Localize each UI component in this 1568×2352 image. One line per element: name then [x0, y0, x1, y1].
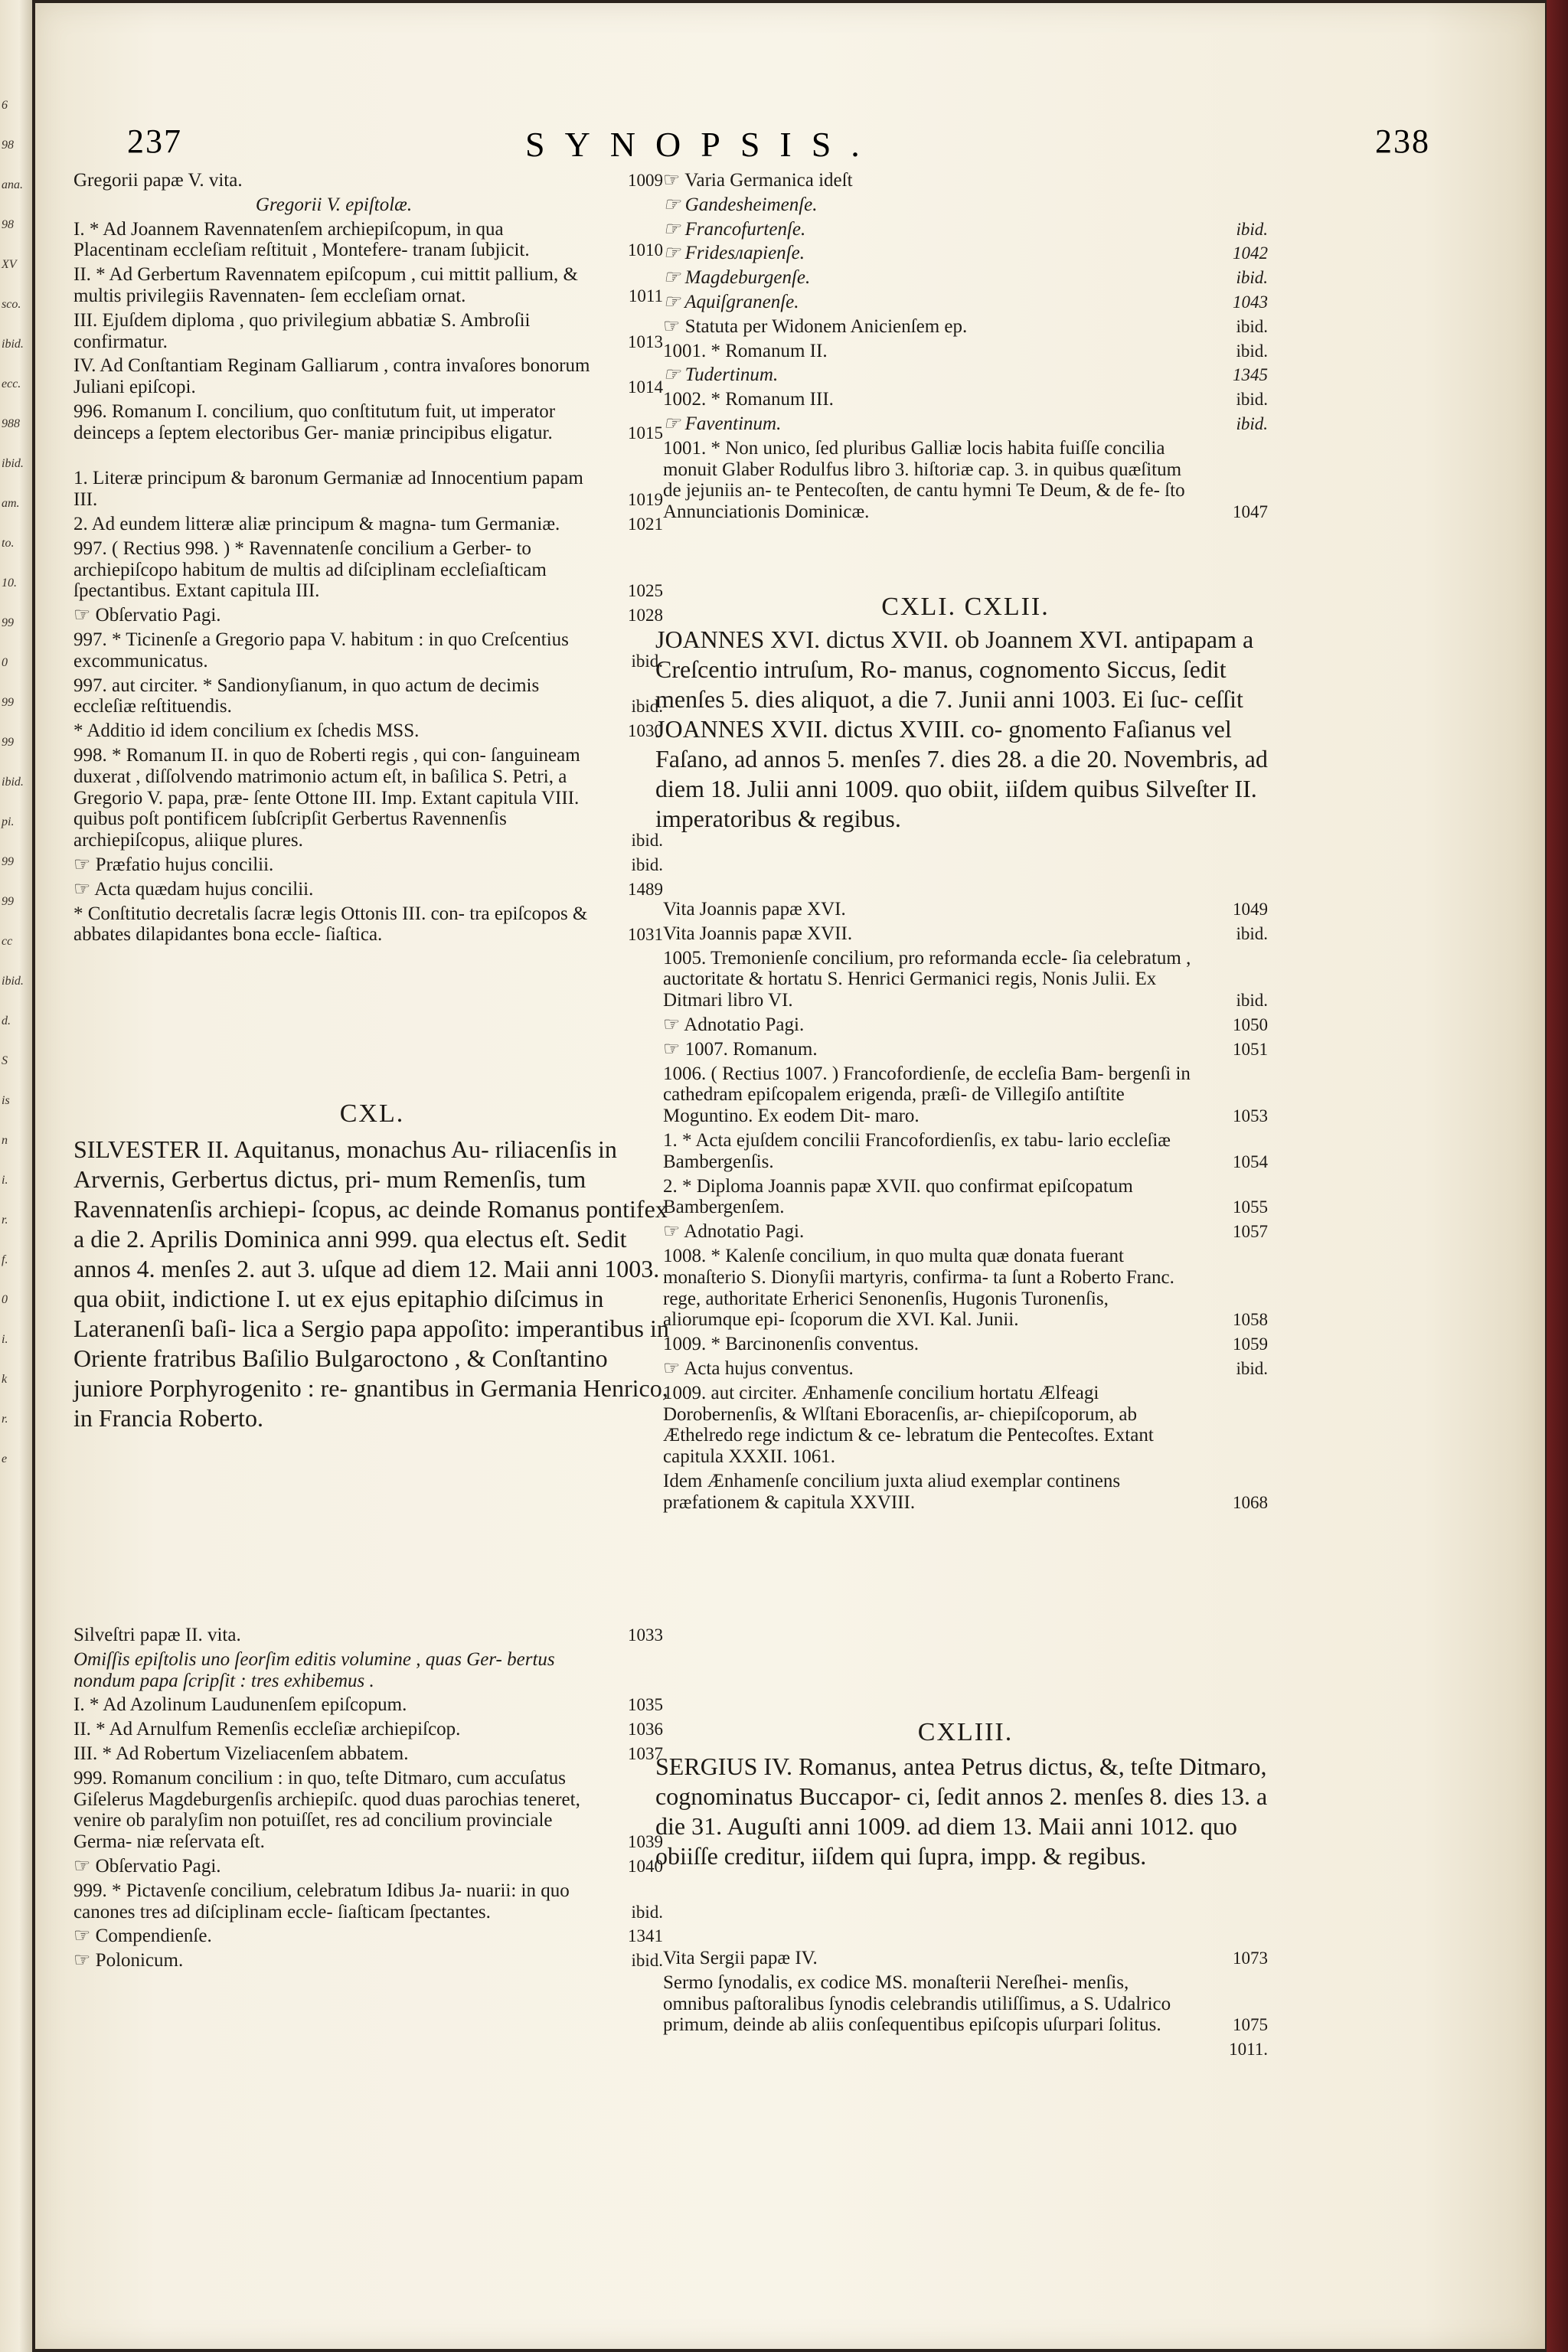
- page-reference: 1019: [628, 490, 663, 510]
- index-entry: [663, 267, 1268, 289]
- adjacent-page-fragment: cc: [2, 935, 13, 948]
- page-reference: ibid.: [1236, 341, 1268, 361]
- entry-text: 999. * Pictavenſe concilium, celebratum Idibus Ja- nuarii: in quo canones tres ad diſciplinam eccle- ſiaſticam ſpectantes.: [74, 1880, 570, 1922]
- page-reference: 1053: [1233, 1106, 1268, 1126]
- index-entry: [663, 438, 1268, 523]
- page-reference: 1042: [1233, 243, 1268, 263]
- page-reference: ibid.: [631, 1951, 663, 1971]
- entry-text: ☞ Statuta per Widonem Anicienſem ep.: [663, 315, 968, 337]
- page-reference: ibid.: [1236, 414, 1268, 433]
- index-entry: [74, 903, 663, 946]
- index-entry: [663, 1358, 1268, 1380]
- page-reference: 1055: [1233, 1197, 1268, 1217]
- index-entry: [74, 1926, 663, 1947]
- adjacent-page-fragment: d.: [2, 1014, 11, 1027]
- adjacent-page-fragment: r.: [2, 1413, 8, 1426]
- page-reference: ibid.: [1236, 219, 1268, 239]
- page-reference: 1011: [628, 286, 663, 305]
- index-entry: [663, 1039, 1268, 1060]
- index-entry: [74, 745, 663, 851]
- page-reference: 1049: [1233, 900, 1268, 919]
- index-entry: [663, 194, 1268, 216]
- page-reference: 1036: [628, 1720, 663, 1740]
- index-entry: [74, 1719, 663, 1740]
- entry-text: 997. * Ticinenſe a Gregorio papa V. habitum : in quo Creſcentius excommunicatus.: [74, 629, 569, 671]
- index-entry: [74, 1880, 663, 1923]
- entry-text: 1005. Tremonienſe concilium, pro reformanda eccle- ſia celebratum , auctoritate & hortatu S. Henrici Germanici regis, Nonis Julii. Ex Ditmari libro VI.: [663, 947, 1191, 1011]
- adjacent-page-fragment: ibid.: [2, 776, 24, 789]
- entry-text: ☞ Francofurtenſe.: [663, 218, 806, 240]
- page-reference: 1013: [628, 332, 663, 351]
- page-reference: 1489: [628, 879, 663, 899]
- index-entry: [663, 1948, 1268, 1969]
- entry-text: ☞ Obſervatio Pagi.: [74, 1856, 221, 1877]
- entry-text: Vita Sergii papæ IV.: [663, 1948, 818, 1968]
- index-entry: [74, 538, 663, 602]
- entry-text: ☞ Aquiſgranenſe.: [663, 292, 799, 312]
- index-entry: [74, 1950, 663, 1971]
- index-entry: [74, 879, 663, 900]
- adjacent-page-fragment: 99: [2, 895, 14, 908]
- index-entry: [663, 389, 1268, 410]
- entry-text: ☞ Fridesларienſe.: [663, 243, 805, 264]
- entry-text: Sermo ſynodalis, ex codice MS. monaſterii Nereſhei- menſis, omnibus paſtoralibus ſynodis celebrandis utiliſſimus, a S. Udalrico primum, deinde ab aliis conſequentibus epiſcopis uſurpari ſolitus.: [663, 1971, 1171, 2036]
- entry-text: 998. * Romanum II. in quo de Roberti regis , qui con- ſanguineam duxerat , diſſolvendo matrimonio actum eſt, in baſilica S. Petri, a Gregorio V. papa, præ- ſente Ottone III. Imp. Extant capitula VIII. quibus poſt pontificem ſubſcripſit Gerbertus Ravennenſis archiepiſcopus, aliique plures.: [74, 745, 580, 851]
- silvester-biography: SILVESTER II. Aquitanus, monachus Au- riliacenſis in Arvernis, Gerbertus dictus, pri- mum Remenſis, tum Ravennatenſis archiepi- ſcopus, ac deinde Romanus pontifex a die 2. Aprilis Dominica anni 999. qua electus eſt. Sedit annos 4. menſes 2. aut 3. uſque ad diem 12. Maii anni 1003. qua obiit, indictione I. ut ex ejus epitaphio diſcimus in Lateranenſi baſi- lica a Sergio papa appoſito: imperantibus in Oriente fratribus Baſilio Bulgaroctono , & Conſtantino juniore Porphyrogenito : re- gnantibus in Germania Henrico, in Francia Roberto.: [74, 1135, 669, 1432]
- page-reference: 1051: [1233, 1039, 1268, 1059]
- entry-text: ☞ Præfatio hujus concilii.: [74, 854, 274, 875]
- page-reference: 1025: [628, 581, 663, 601]
- index-entry: [74, 401, 663, 444]
- entry-text: 2. * Diploma Joannis papæ XVII. quo confirmat epiſcopatum Bambergenſem.: [663, 1175, 1133, 1218]
- index-entry: [663, 170, 1268, 191]
- entry-text: I. * Ad Joannem Ravennatenſem archiepiſcopum, in qua Placentinam eccleſiam reſtituit , Montefere- tranam ſubjicit.: [74, 218, 530, 261]
- page-reference: ibid.: [631, 651, 663, 671]
- index-entry: [663, 316, 1268, 338]
- adjacent-page-fragment: pi.: [2, 815, 15, 828]
- page-reference: 1057: [1233, 1222, 1268, 1242]
- index-entry: [663, 1383, 1268, 1468]
- entry-text: ☞ Varia Germanica ideſt: [663, 170, 853, 191]
- entry-text: Gregorii papæ V. vita.: [74, 170, 243, 191]
- adjacent-page-fragment: ana.: [2, 178, 23, 191]
- adjacent-page-fragment: to.: [2, 537, 15, 550]
- entry-text: Omiſſis epiſtolis uno ſeorſim editis volumine , quas Ger- bertus nondum papa ſcripſit : tres exhibemus .: [74, 1648, 555, 1691]
- index-entry: [74, 720, 663, 742]
- page-reference: ibid.: [1236, 1359, 1268, 1378]
- entry-text: 999. Romanum concilium : in quo, teſte Ditmaro, cum accuſatus Giſelerus Magdeburgenſis archiepiſc. quod duas parochias teneret, venire ob paralyſim non potuiſſet, res ad concilium provinciale Germa- niæ reſervata eſt.: [74, 1767, 580, 1853]
- page-number-right: 238: [1375, 122, 1430, 160]
- entry-text: 1006. ( Rectius 1007. ) Francofordienſe, de eccleſia Bam- bergenſi in cathedram epiſcopalem erigenda, præſi- de Villegiſo antiſtite Moguntino. Ex eodem Dit- maro.: [663, 1063, 1191, 1127]
- entry-text: ☞ Acta quædam hujus concilii.: [74, 878, 314, 900]
- page-reference: 1031: [628, 925, 663, 945]
- entry-text: 1001. * Non unico, ſed pluribus Galliæ locis habita fuiſſe concilia monuit Glaber Rodulfus libro 3. hiſtoriæ cap. 3. in quibus quæſitum de jejuniis an- te Pentecoſten, de cantu hymni Te Deum, & de fe- ſto Annunciationis Dominicæ.: [663, 437, 1185, 523]
- page-reference: 1341: [628, 1926, 663, 1946]
- index-entry: [74, 605, 663, 626]
- index-entry: [663, 1130, 1268, 1173]
- index-entry: [663, 923, 1268, 945]
- page-reference: 1014: [628, 377, 663, 397]
- joannes-biography: JOANNES XVI. dictus XVII. ob Joannem XVI. antipapam a Creſcentio intruſum, Ro- manus, cognomento Siccus, ſedit menſes 5. dies aliquot, a die 7. Junii anni 1003. Ei ſuc- ceſſit JOANNES XVII. dictus XVIII. co- gnomento Faſianus vel Faſano, ad annos 5. menſes 7. dies 28. a die 20. Novembris, ad diem 18. Julii anni 1009. quo obiit, iiſdem quibus Silveſter II. imperatoribus & regibus.: [655, 626, 1268, 832]
- entry-text: III. Ejuſdem diploma , quo privilegium abbatiæ S. Ambroſii confirmatur.: [74, 309, 531, 352]
- book-page: [35, 3, 1545, 2349]
- page-reference: ibid.: [631, 855, 663, 874]
- page-reference: 1073: [1233, 1949, 1268, 1968]
- index-entry: [663, 1334, 1268, 1355]
- index-entry: [74, 468, 663, 511]
- index-entry: [74, 514, 663, 535]
- page-reference: 1058: [1233, 1310, 1268, 1330]
- entry-text: 997. aut circiter. * Sandionyſianum, in quo actum de decimis eccleſiæ reſtituendis.: [74, 675, 540, 717]
- index-entry: [74, 219, 663, 262]
- entry-text: ☞ Magdeburgenſe.: [663, 267, 811, 289]
- index-entry: [74, 264, 663, 307]
- running-title: SYNOPSIS.: [525, 125, 880, 164]
- adjacent-page-fragment: 98: [2, 218, 14, 231]
- entry-text: 1002. * Romanum III.: [663, 389, 834, 410]
- index-entry: [74, 1743, 663, 1765]
- page-reference: 1040: [628, 1857, 663, 1876]
- adjacent-page-fragment: i.: [2, 1333, 8, 1346]
- entry-text: 1001. * Romanum II.: [663, 340, 828, 361]
- page-reference: 1021: [628, 514, 663, 534]
- adjacent-page-fragment: 99: [2, 696, 14, 709]
- entry-text: II. * Ad Arnulfum Remenſis eccleſiæ archiepiſcop.: [74, 1719, 461, 1740]
- adjacent-page-fragment: 0: [2, 1293, 8, 1306]
- index-entry: [663, 948, 1268, 1011]
- page-reference: 1050: [1233, 1015, 1268, 1034]
- adjacent-page-fragment: 99: [2, 855, 14, 868]
- adjacent-page-fragment: k: [2, 1373, 8, 1386]
- entry-text: ☞ Obſervatio Pagi.: [74, 605, 221, 626]
- entry-text: 1. * Acta ejuſdem concilii Francofordienſis, ex tabu- lario eccleſiæ Bambergenſis.: [663, 1130, 1171, 1172]
- adjacent-page-fragment: 10.: [2, 577, 17, 590]
- entry-text: 1. Literæ principum & baronum Germaniæ ad Innocentium papam III.: [74, 468, 583, 511]
- adjacent-page-fragment: 0: [2, 656, 8, 669]
- adjacent-page-fragment: ibid.: [2, 338, 24, 351]
- entry-text: ☞ Faventinum.: [663, 413, 782, 434]
- adjacent-page-fragment: S: [2, 1054, 8, 1067]
- page-reference: ibid.: [1236, 316, 1268, 336]
- index-entry: [663, 243, 1268, 264]
- entry-text: 996. Romanum I. concilium, quo conſtitutum fuit, ut imperator deinceps a ſeptem electoribus Ger- maniæ principibus eligatur.: [74, 401, 556, 443]
- index-entry: [74, 1625, 663, 1646]
- index-entry: [663, 1176, 1268, 1219]
- page-reference: ibid.: [1236, 923, 1268, 943]
- adjacent-page-fragment: 988: [2, 417, 20, 430]
- entry-text: ☞ Tudertinum.: [663, 364, 779, 386]
- adjacent-page-fragment: XV: [2, 258, 17, 271]
- adjacent-page-fragment: i.: [2, 1174, 8, 1187]
- entry-text: ☞ Gandesheimenſe.: [663, 194, 818, 215]
- adjacent-page-fragment: ecc.: [2, 377, 21, 390]
- adjacent-page-fragment: 99: [2, 616, 14, 629]
- adjacent-page-fragment: is: [2, 1094, 10, 1107]
- adjacent-page-fragment: 98: [2, 139, 14, 152]
- adjacent-page-fragment: n: [2, 1134, 8, 1147]
- page-reference: 1028: [628, 606, 663, 626]
- index-entry: [663, 1221, 1268, 1243]
- index-entry: [74, 170, 663, 191]
- page-reference: ibid.: [1236, 991, 1268, 1011]
- page-reference: ibid.: [1236, 268, 1268, 288]
- page-reference: 1345: [1233, 365, 1268, 385]
- entry-text: ☞ 1007. Romanum.: [663, 1038, 818, 1060]
- index-entry: [663, 1246, 1268, 1331]
- index-entry: [74, 355, 663, 398]
- adjacent-page-fragment: 6: [2, 99, 8, 112]
- book-cover-edge: [1547, 0, 1568, 2352]
- page-reference: 1009: [628, 171, 663, 190]
- page-reference: 1033: [628, 1625, 663, 1645]
- index-entry: [74, 629, 663, 672]
- adjacent-page-fragment: ibid.: [2, 457, 24, 470]
- index-entry: [663, 413, 1268, 435]
- index-entry: [663, 899, 1268, 920]
- index-entry: [663, 1972, 1268, 2036]
- adjacent-page-fragment: f.: [2, 1253, 8, 1266]
- entry-text: Vita Joannis papæ XVI.: [663, 899, 846, 920]
- page-reference: 1075: [1233, 2015, 1268, 2035]
- adjacent-page-fragment: e: [2, 1452, 8, 1465]
- adjacent-page-edge: [0, 0, 32, 2352]
- index-entry: [74, 675, 663, 718]
- page-reference: 1011.: [1229, 2040, 1268, 2060]
- page-reference: 1054: [1233, 1152, 1268, 1171]
- index-entry: [74, 310, 663, 353]
- page-reference: ibid.: [1236, 390, 1268, 410]
- entry-text: ☞ Compendienſe.: [74, 1926, 212, 1947]
- entry-text: 997. ( Rectius 998. ) * Ravennatenſe concilium a Gerber- to archiepiſcopo habitum de multis ad diſciplinam eccleſiaſticam ſpectantibus. Extant capitula III.: [74, 537, 547, 602]
- index-entry: [663, 364, 1268, 386]
- entry-text: 1009. aut circiter. Ænhamenſe concilium hortatu Ælfeagi Dorobernenſis, & Wlſtani Eboracenſis, ar- chiepiſcoporum, ab Æthelredo rege indictum & ce- lebratum die Pentecoſtes. Extant capitula XXXII. 1061.: [663, 1382, 1154, 1468]
- entry-text: IV. Ad Conſtantiam Reginam Galliarum , contra invaſores bonorum Juliani epiſcopi.: [74, 355, 590, 398]
- index-entry: [74, 854, 663, 876]
- page-reference: 1035: [628, 1695, 663, 1715]
- index-entry: [663, 292, 1268, 313]
- page-reference: 1043: [1233, 292, 1268, 312]
- adjacent-page-fragment: r.: [2, 1214, 8, 1227]
- section-heading-cxl: CXL.: [339, 1099, 405, 1128]
- index-entry: [74, 1649, 663, 1692]
- entry-text: III. * Ad Robertum Vizeliacenſem abbatem.: [74, 1743, 409, 1764]
- entry-text: I. * Ad Azolinum Laudunenſem epiſcopum.: [74, 1694, 407, 1716]
- page-reference: 1039: [628, 1832, 663, 1852]
- index-entry: [74, 1694, 663, 1716]
- entry-text: ☞ Adnotatio Pagi.: [663, 1221, 805, 1243]
- page-reference: 1010: [628, 240, 663, 260]
- entry-text: Idem Ænhamenſe concilium juxta aliud exemplar continens præfationem & capitula XXVIII.: [663, 1471, 1121, 1513]
- index-entry: [74, 1856, 663, 1877]
- page-number-left: 237: [127, 122, 182, 160]
- page-reference: ibid.: [631, 831, 663, 851]
- page-reference: 1030: [628, 721, 663, 741]
- page-reference: ibid.: [631, 697, 663, 717]
- page-reference: ibid.: [631, 1902, 663, 1922]
- index-entry: [663, 1014, 1268, 1036]
- entry-text: II. * Ad Gerbertum Ravennatem epiſcopum , cui mittit pallium, & multis privilegiis Ravennaten- ſem eccleſiam ornat.: [74, 264, 578, 306]
- page-reference: 1037: [628, 1744, 663, 1763]
- entry-text: 1009. * Barcinonenſis conventus.: [663, 1334, 919, 1355]
- entry-text: Silveſtri papæ II. vita.: [74, 1625, 241, 1645]
- entry-text: ☞ Polonicum.: [74, 1950, 184, 1971]
- entry-text: Vita Joannis papæ XVII.: [663, 923, 853, 944]
- adjacent-page-fragment: am.: [2, 497, 20, 510]
- entry-text: * Additio id idem concilium ex ſchedis MSS.: [74, 720, 420, 742]
- entry-text: Gregorii V. epiſtolæ.: [255, 194, 413, 215]
- index-entry: [74, 1768, 663, 1853]
- page-reference: 1015: [628, 423, 663, 443]
- index-entry: [663, 341, 1268, 362]
- entry-text: 1008. * Kalenſe concilium, in quo multa quæ donata fuerant monaſterio S. Dionyſii martyris, confirma- ta ſunt a Roberto Franc. rege, authoritate Erherici Senonenſis, Hugonis Turonenſis, aliorumque epi- ſcoporum die XVI. Kal. Junii.: [663, 1246, 1174, 1331]
- entry-text: ☞ Adnotatio Pagi.: [663, 1014, 805, 1035]
- index-entry: [74, 194, 663, 216]
- section-heading-cxli-cxlii: CXLI. CXLII.: [881, 593, 1050, 621]
- adjacent-page-fragment: ibid.: [2, 975, 24, 988]
- adjacent-page-fragment: 99: [2, 736, 14, 749]
- entry-text: ☞ Acta hujus conventus.: [663, 1358, 854, 1379]
- page-reference: 1047: [1233, 502, 1268, 522]
- page-reference: 1059: [1233, 1334, 1268, 1354]
- page-reference: 1068: [1233, 1492, 1268, 1512]
- entry-text: * Conſtitutio decretalis ſacræ legis Ottonis III. con- tra epiſcopos & abbates dilapidantes bona eccle- ſiaſtica.: [74, 903, 588, 946]
- index-entry: [663, 1063, 1268, 1127]
- section-heading-cxliii: CXLIII.: [917, 1718, 1014, 1746]
- entry-text: 2. Ad eundem litteræ aliæ principum & magna- tum Germaniæ.: [74, 514, 560, 534]
- sergius-biography: SERGIUS IV. Romanus, antea Petrus dictus, &, teſte Ditmaro, cognominatus Buccapor- ci, ſedit annos 2. menſes 8. dies 13. a die 31. Auguſti anni 1009. ad diem 13. Maii anni 1012. quo obiiſſe creditur, iiſdem qui ſupra, impp. & regibus.: [655, 1753, 1268, 1870]
- adjacent-page-fragment: sco.: [2, 298, 21, 311]
- index-entry: [663, 1471, 1268, 1514]
- index-entry: [663, 219, 1268, 240]
